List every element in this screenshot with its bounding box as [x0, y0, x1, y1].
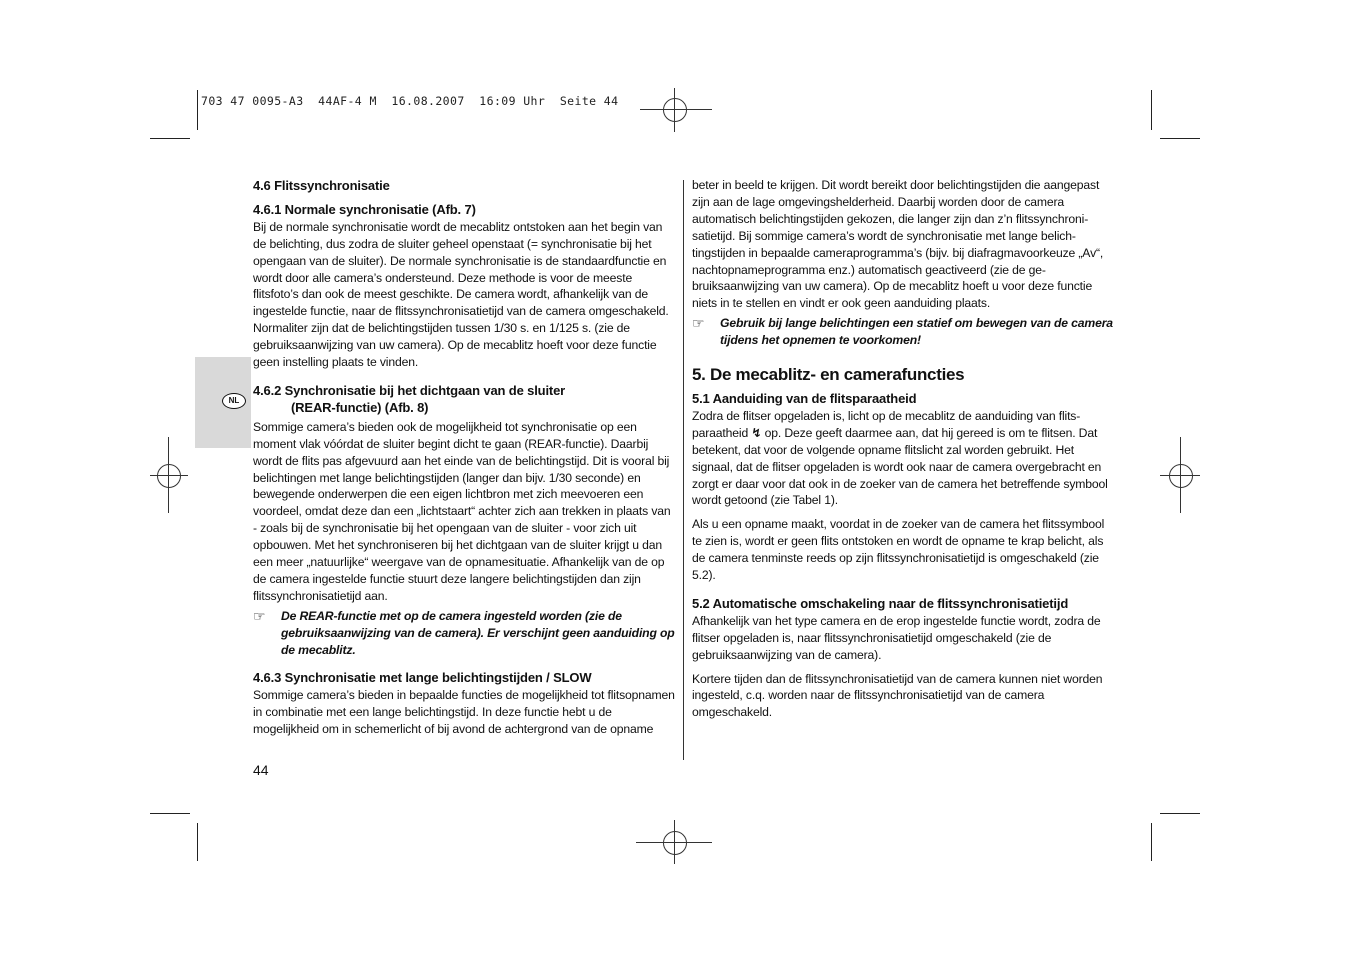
section-heading-5-2: 5.2 Automatische omschakeling naar de flitssynchronisatietijd — [692, 595, 1069, 611]
crop-mark — [150, 813, 190, 814]
paragraph-5-2b: Kortere tijden dan de flitssynchronisatietijd van de camera kunnen niet worden ingesteld, c.q. worden naar de flitssynchronisatietijd van de camera omgeschakeld. — [692, 671, 1103, 720]
crop-mark — [150, 138, 190, 139]
paragraph-4-6-3: Sommige camera’s bieden in bepaalde functies de mogelijkheid tot flitsopnamen in combinatie met een lange belichtingstijd. In deze functie hebt u de mogelijkheid om in schemerlicht of bij avond de achtergrond van de opname — [253, 688, 675, 737]
section-heading-4-6-2 — [253, 383, 676, 417]
crop-mark — [197, 90, 198, 130]
left-column — [253, 178, 676, 738]
note-slow — [692, 315, 1117, 349]
section-heading-4-6: 4.6 Flitssynchronisatie — [253, 178, 390, 193]
paragraph-slow-continued: beter in beeld te krijgen. Dit wordt bereikt door belichtingstijden die aangepast zijn aan de lage omgevingshelderheid. Daarbij worden door de camera automatisch belichtingstijden gekozen, die langer zijn dan z’n flitssynchronisatietijd. Bij sommige camera’s wordt de synchronisatie met lange belichtingstijden in bepaalde cameraprogramma’s (bijv. bij diafragmavoorkeuze „Av“, nachtopnameprogramma enz.) automatisch geactiveerd (zie de gebruiksaanwijzing van uw camera). Op de mecablitz hoeft u voor deze functie niets in te stellen en vindt er ook geen aanduiding plaats. — [692, 178, 1104, 311]
section-heading-4-6-2-line2: (REAR-functie) (Afb. 8) — [291, 399, 429, 415]
crop-mark — [197, 823, 198, 861]
paragraph-4-6-1: Bij de normale synchronisatie wordt de mecablitz ontstoken aan het begin van de belichting, dus zodra de sluiter geheel openstaat (= synchronisatie bij het opengaan van de sluiter). De normale synchronisatie is de standaardfunctie en wordt door alle camera’s ondersteund. Deze methode is voor de meeste flitsfoto’s dan ook de meest geschikte. De camera wordt, afhankelijk van de ingestelde functie, naar de flitssynchronisatietijd van de camera omgeschakeld. Normaliter zijn dat de belichtingstijden tussen 1/30 s. en 1/125 s. (zie de gebruiksaanwijzing van uw camera). Op de mecablitz hoeft voor deze functie geen instelling plaats te vinden. — [253, 219, 669, 370]
section-heading-4-6-2-line1: 4.6.2 Synchronisatie bij het dichtgaan van de sluiter — [253, 382, 566, 398]
crop-mark — [1151, 823, 1152, 861]
note-rear-text: De REAR-functie met op de camera ingesteld worden (zie de gebruiksaanwijzing van de camera). Er verschijnt geen aanduiding op de mecablitz. — [281, 608, 675, 657]
section-heading-5-1: 5.1 Aanduiding van de flitsparaatheid — [692, 390, 917, 406]
section-heading-4-6-1: 4.6.1 Normale synchronisatie (Afb. 7) — [253, 201, 476, 217]
right-column — [692, 177, 1117, 721]
column-divider — [683, 180, 684, 760]
language-tab-label: NL — [222, 393, 246, 409]
paragraph-5-1a: Zodra de flitser opgeladen is, licht op de mecablitz de aanduiding van flitsparaatheid ↯ op. Deze geeft daarmee aan, dat hij gereed is om te flitsen. Dat betekent, dat voor de volgende opname flitslicht zal worden gebruikt. Het signaal, dat de flitser opgeladen is wordt ook naar de camera overgebracht en zorgt er daar voor dat ook in de zoeker van de camera het betreffende symbool wordt getoond (zie Tabel 1). — [692, 408, 1108, 508]
paragraph-5-1b: Als u een opname maakt, voordat in de zoeker van de camera het flitssymbool te zien is, wordt er geen flits ontstoken en wordt de opname te krap belicht, als de camera tenminste reeds op zijn flitssynchronisatietijd is omgeschakeld (zie 5.2). — [692, 517, 1105, 583]
language-tab — [195, 357, 251, 448]
crop-mark — [1160, 138, 1200, 139]
note-rear — [253, 608, 676, 659]
print-slug: 703 47 0095-A3 44AF-4 M 16.08.2007 16:09 Uhr Seite 44 — [201, 94, 619, 108]
page-number: 44 — [253, 762, 269, 778]
chapter-heading-5: 5. De mecablitz- en camerafuncties — [692, 365, 965, 385]
paragraph-5-2a: Afhankelijk van het type camera en de erop ingestelde functie wordt, zodra de flitser opgeladen is, naar flitssynchronisatietijd omgeschakeld (zie de gebruiksaanwijzing van de camera). — [692, 613, 1101, 662]
flash-ready-icon: ↯ — [751, 425, 762, 440]
pointing-hand-icon: ☞ — [253, 607, 266, 624]
paragraph-4-6-2: Sommige camera’s bieden ook de mogelijkheid tot synchronisatie op een moment vlak vóórdat de sluiter begint dicht te gaan (REAR-functie). Daarbij wordt de flits pas afgevuurd aan het einde van de belichtingstijd. Dit is vooral bij belichtingen met lange belichtingstijden (langer dan bijv. 1/30 seconde) en bewegende onderwerpen die een eigen lichtbron met zich meevoeren een voordeel, omdat deze dan een „lichtstaart“ achter zich aan trekken in plaats van - zoals bij de synchronisatie bij het opengaan van de sluiter - voor zich uit opbouwen. Met het synchroniseren bij het dichtgaan van de sluiter krijgt u dan een meer „natuurlijke“ weergave van de opnamesituatie. Afhankelijk van de op de camera ingestelde functie stuurt deze langere belichtingstijden dan zijn flitssynchronisatietijd aan. — [253, 419, 671, 603]
crop-mark — [1160, 813, 1200, 814]
crop-mark — [1151, 90, 1152, 130]
note-slow-text: Gebruik bij lange belichtingen een statief om bewegen van de camera tijdens het opnemen te voorkomen! — [720, 316, 1113, 348]
section-heading-4-6-3: 4.6.3 Synchronisatie met lange belichtingstijden / SLOW — [253, 670, 592, 686]
pointing-hand-icon: ☞ — [692, 315, 705, 332]
